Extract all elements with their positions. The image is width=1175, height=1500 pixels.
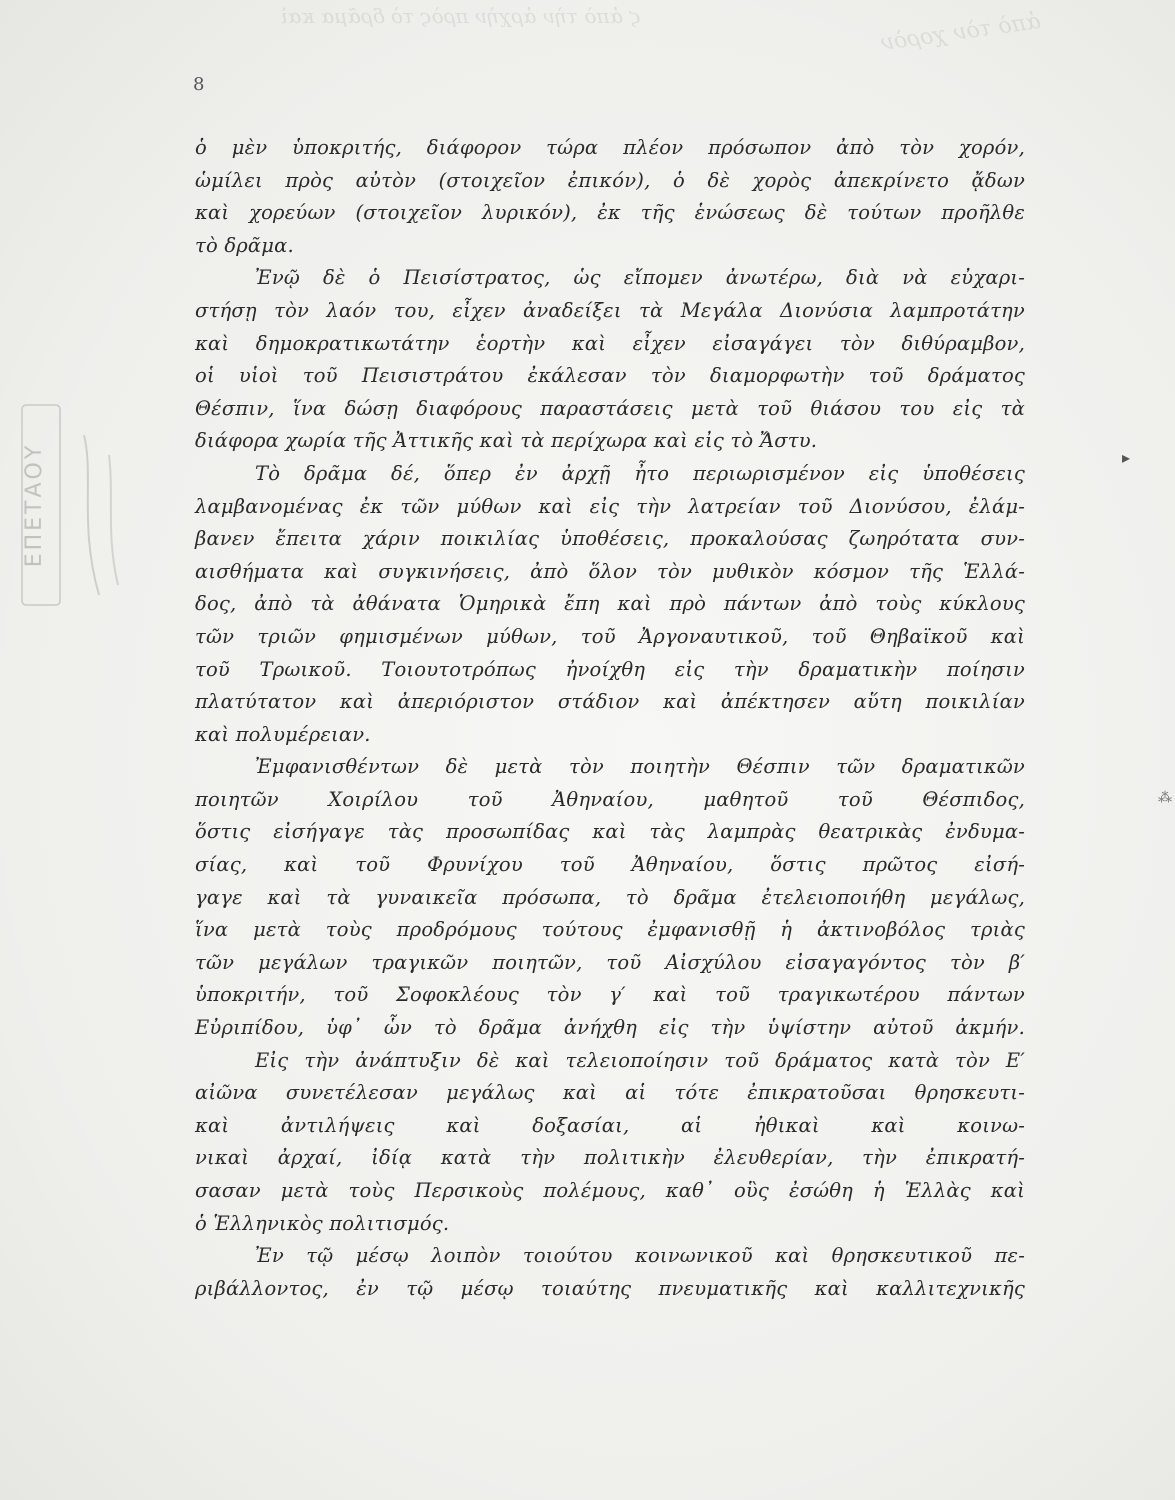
text-line: ποιητῶν Χοιρίλου τοῦ Ἀθηναίου, μαθητοῦ τοῦ Θέσπιδος, xyxy=(195,787,1025,811)
text-line: καὶ πολυμέρειαν. xyxy=(195,722,371,746)
text-line: Τὸ δρᾶμα δέ, ὅπερ ἐν ἀρχῇ ἦτο περιωρισμένον εἰς ὑποθέσεις xyxy=(255,461,1025,485)
text-line: σασαν μετὰ τοὺς Περσικοὺς πολέμους, καθ᾽ οὓς ἐσώθη ἡ Ἑλλὰς καὶ xyxy=(195,1179,1025,1202)
text-line: πλατύτατον καὶ ἀπεριόριστον στάδιον καὶ ἀπέκτησεν αὕτη ποικιλίαν xyxy=(195,690,1025,714)
text-line: στήσῃ τὸν λαόν του, εἶχεν ἀναδείξει τὰ Μεγάλα Διονύσια λαμπροτάτην xyxy=(195,298,1025,322)
text-line: Εὐριπίδου, ὑφ᾽ ὧν τὸ δρᾶμα ἀνήχθη εἰς τὴν ὑψίστην αὐτοῦ ἀκμήν. xyxy=(195,1016,1025,1040)
text-line: νικαὶ ἀρχαί, ἰδίᾳ κατὰ τὴν πολιτικὴν ἐλευθερίαν, τὴν ἐπικρατή- xyxy=(195,1146,1025,1170)
text-line: οἱ υἱοὶ τοῦ Πεισιστράτου ἐκάλεσαν τὸν διαμορφωτὴν τοῦ δράματος xyxy=(195,364,1025,388)
text-line: λαμβανομένας ἐκ τῶν μύθων καὶ εἰς τὴν λατρείαν τοῦ Διονύσου, ἐλάμ- xyxy=(195,494,1025,518)
text-line: Ἐν τῷ μέσῳ λοιπὸν τοιούτου κοινωνικοῦ καὶ θρησκευτικοῦ πε- xyxy=(255,1244,1025,1268)
text-line: Εἰς τὴν ἀνάπτυξιν δὲ καὶ τελειοποίησιν τοῦ δράματος κατὰ τὸν Ε′ xyxy=(255,1048,1025,1072)
text-line: Ἐμφανισθέντων δὲ μετὰ τὸν ποιητὴν Θέσπιν τῶν δραματικῶν xyxy=(255,755,1025,779)
text-line: αἰῶνα συνετέλεσαν μεγάλως καὶ αἱ τότε ἐπικρατοῦσαι θρησκευτι- xyxy=(195,1081,1025,1105)
text-line: καὶ ἀντιλήψεις καὶ δοξασίαι, αἱ ἠθικαὶ καὶ κοινω- xyxy=(195,1113,1025,1137)
text-line: ὅστις εἰσήγαγε τὰς προσωπίδας καὶ τὰς λαμπρὰς θεατρικὰς ἐνδυμα- xyxy=(195,820,1025,844)
text-line: τῶν τριῶν φημισμένων μύθων, τοῦ Ἀργοναυτικοῦ, τοῦ Θηβαϊκοῦ καὶ xyxy=(195,624,1025,648)
text-line: ὑποκριτήν, τοῦ Σοφοκλέους τὸν γ′ καὶ τοῦ τραγικωτέρου πάντων xyxy=(195,983,1025,1007)
show-through-top: ϛ ἀπὸ τὴν ἀρχὴν πρὸς τὸ δρᾶμα καὶ xyxy=(280,4,641,28)
text-line: τῶν μεγάλων τραγικῶν ποιητῶν, τοῦ Αἰσχύλου εἰσαγαγόντος τὸν β′ xyxy=(195,950,1025,974)
text-line: αισθήματα καὶ συγκινήσεις, ἀπὸ ὅλον τὸν μυθικὸν κόσμον τῆς Ἑλλά- xyxy=(195,559,1025,583)
handwritten-margin-note xyxy=(14,395,144,625)
page-number: 8 xyxy=(193,74,205,95)
text-line: Ἐνῷ δὲ ὁ Πεισίστρατος, ὡς εἴπομεν ἀνωτέρω, διὰ νὰ εὐχαρι- xyxy=(255,266,1025,290)
text-line: ὁ μὲν ὑποκριτής, διάφορον τώρα πλέον πρόσωπον ἀπὸ τὸν χορόν, xyxy=(195,136,1025,159)
text-line: ἵνα μετὰ τοὺς προδρόμους τούτους ἐμφανισθῇ ἡ ἀκτινοβόλος τριὰς xyxy=(195,918,1025,942)
text-line: διάφορα χωρία τῆς Ἀττικῆς καὶ τὰ περίχωρα καὶ εἰς τὸ Ἄστυ. xyxy=(195,429,818,453)
text-line: ὁ Ἑλληνικὸς πολιτισμός. xyxy=(195,1211,450,1235)
svg-text:ΕΠΕΤΑΟΥ: ΕΠΕΤΑΟΥ xyxy=(22,442,47,568)
text-line: γαγε καὶ τὰ γυναικεῖα πρόσωπα, τὸ δρᾶμα ἐτελειοποιήθη μεγάλως, xyxy=(195,885,1025,909)
body-text xyxy=(195,132,1025,1305)
show-through-right: ἀπὸ τὸν χορὸν xyxy=(879,8,1043,57)
margin-tick-mark: ▸ xyxy=(1122,448,1131,467)
text-line: τὸ δρᾶμα. xyxy=(195,233,294,257)
text-line: ὡμίλει πρὸς αὐτὸν (στοιχεῖον ἐπικόν), ὁ δὲ χορὸς ἀπεκρίνετο ᾄδων xyxy=(195,168,1025,192)
text-line: βανεν ἔπειτα χάριν ποικιλίας ὑποθέσεις, προκαλούσας ζωηρότατα συν- xyxy=(195,527,1025,551)
text-line: καὶ δημοκρατικωτάτην ἑορτὴν καὶ εἶχεν εἰσαγάγει τὸν διθύραμβον, xyxy=(195,331,1025,355)
text-line: ριβάλλοντος, ἐν τῷ μέσῳ τοιαύτης πνευματικῆς καὶ καλλιτεχνικῆς xyxy=(195,1276,1025,1300)
margin-speck: ⁂ xyxy=(1158,790,1172,806)
text-line: τοῦ Τρωικοῦ. Τοιουτοτρόπως ἠνοίχθη εἰς τὴν δραματικὴν ποίησιν xyxy=(195,657,1025,681)
text-line: Θέσπιν, ἵνα δώσῃ διαφόρους παραστάσεις μετὰ τοῦ θιάσου του εἰς τὰ xyxy=(195,396,1025,420)
text-line: δος, ἀπὸ τὰ ἀθάνατα Ὁμηρικὰ ἔπη καὶ πρὸ πάντων ἀπὸ τοὺς κύκλους xyxy=(195,592,1025,616)
text-line: καὶ χορεύων (στοιχεῖον λυρικόν), ἐκ τῆς ἑνώσεως δὲ τούτων προῆλθε xyxy=(195,201,1025,225)
text-line: σίας, καὶ τοῦ Φρυνίχου τοῦ Ἀθηναίου, ὅστις πρῶτος εἰσή- xyxy=(195,853,1025,877)
